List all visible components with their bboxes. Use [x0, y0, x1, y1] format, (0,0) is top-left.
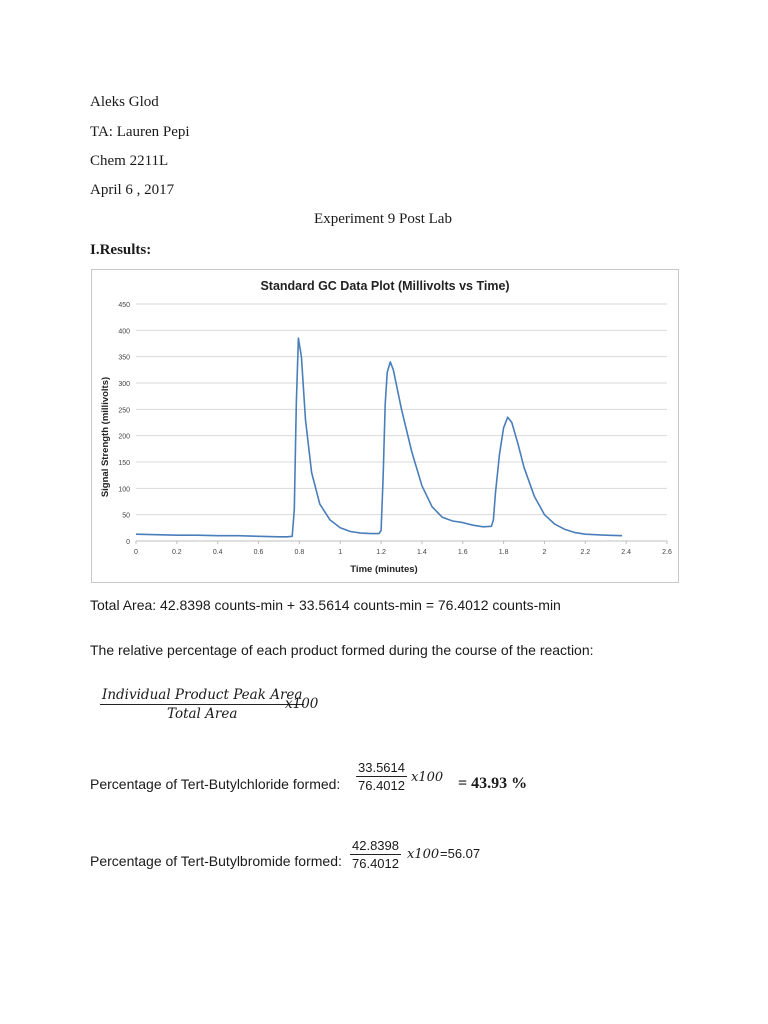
y-axis-label: Signal Strength (millivolts): [100, 376, 111, 498]
y-tick-label: 350: [118, 354, 130, 362]
y-tick-label: 100: [118, 486, 130, 494]
y-tick-label: 50: [122, 512, 130, 520]
x-axis-ticks: [134, 541, 672, 556]
chloride-label: Percentage of Tert-Butylchloride formed:: [90, 776, 341, 792]
report-date: April 6 , 2017: [90, 182, 175, 198]
gc-chart: [92, 270, 678, 582]
bromide-result: =56.07: [440, 846, 481, 861]
formula-multiplier: x100: [285, 696, 319, 712]
formula-numerator: Individual Product Peak Area: [102, 687, 303, 703]
x-tick-label: 1.4: [417, 549, 427, 556]
x-tick-label: 1.2: [376, 549, 386, 556]
bromide-denominator: 76.4012: [352, 856, 399, 871]
chloride-numerator: 33.5614: [358, 760, 405, 775]
x-tick-label: 0.4: [212, 549, 223, 556]
series-line: [136, 338, 622, 537]
total-area-text: Total Area: 42.8398 counts-min + 33.5614 counts-min = 76.4012 counts-min: [90, 597, 561, 613]
x-tick-label: 1: [338, 549, 343, 556]
bromide-fraction: [350, 838, 401, 871]
x-tick-label: 0.6: [253, 549, 264, 556]
x-tick-label: 1.8: [498, 549, 509, 556]
author-name: Aleks Glod: [90, 94, 159, 110]
general-formula-fraction: [100, 687, 304, 722]
x-tick-label: 2.4: [621, 549, 632, 556]
y-tick-label: 300: [118, 381, 130, 388]
bromide-label: Percentage of Tert-Butylbromide formed:: [90, 853, 342, 869]
ta-name: TA: Lauren Pepi: [90, 124, 190, 140]
bromide-multiplier: x100: [407, 847, 440, 862]
y-tick-label: 0: [126, 539, 130, 546]
chloride-multiplier: x100: [411, 770, 444, 785]
y-tick-label: 450: [118, 302, 130, 309]
document-title: Experiment 9 Post Lab: [314, 211, 452, 227]
x-tick-label: 2.2: [580, 549, 591, 556]
gc-chart-frame: [91, 269, 679, 583]
x-tick-label: 1.6: [457, 549, 468, 556]
section-heading: I.Results:: [90, 242, 152, 258]
x-tick-label: 2.6: [662, 549, 672, 556]
x-tick-label: 0: [134, 549, 138, 556]
x-axis-label: Time (minutes): [350, 564, 418, 575]
chloride-fraction: [356, 760, 407, 793]
bromide-numerator: 42.8398: [352, 838, 399, 853]
y-tick-label: 200: [118, 433, 130, 441]
x-tick-label: 2: [542, 549, 547, 556]
y-tick-label: 400: [118, 328, 130, 336]
relative-percentage-intro: The relative percentage of each product formed during the course of the reaction:: [90, 642, 594, 658]
chloride-denominator: 76.4012: [358, 778, 405, 793]
course-code: Chem 2211L: [90, 153, 169, 169]
x-tick-label: 0.8: [294, 549, 305, 556]
y-tick-label: 250: [118, 407, 130, 415]
x-tick-label: 0.2: [171, 549, 182, 556]
y-tick-label: 150: [118, 460, 130, 467]
chart-title: Standard GC Data Plot (Millivolts vs Time): [260, 279, 510, 293]
chloride-result: = 43.93 %: [458, 775, 528, 792]
y-axis-ticks: [118, 302, 130, 546]
formula-denominator: Total Area: [167, 706, 238, 722]
